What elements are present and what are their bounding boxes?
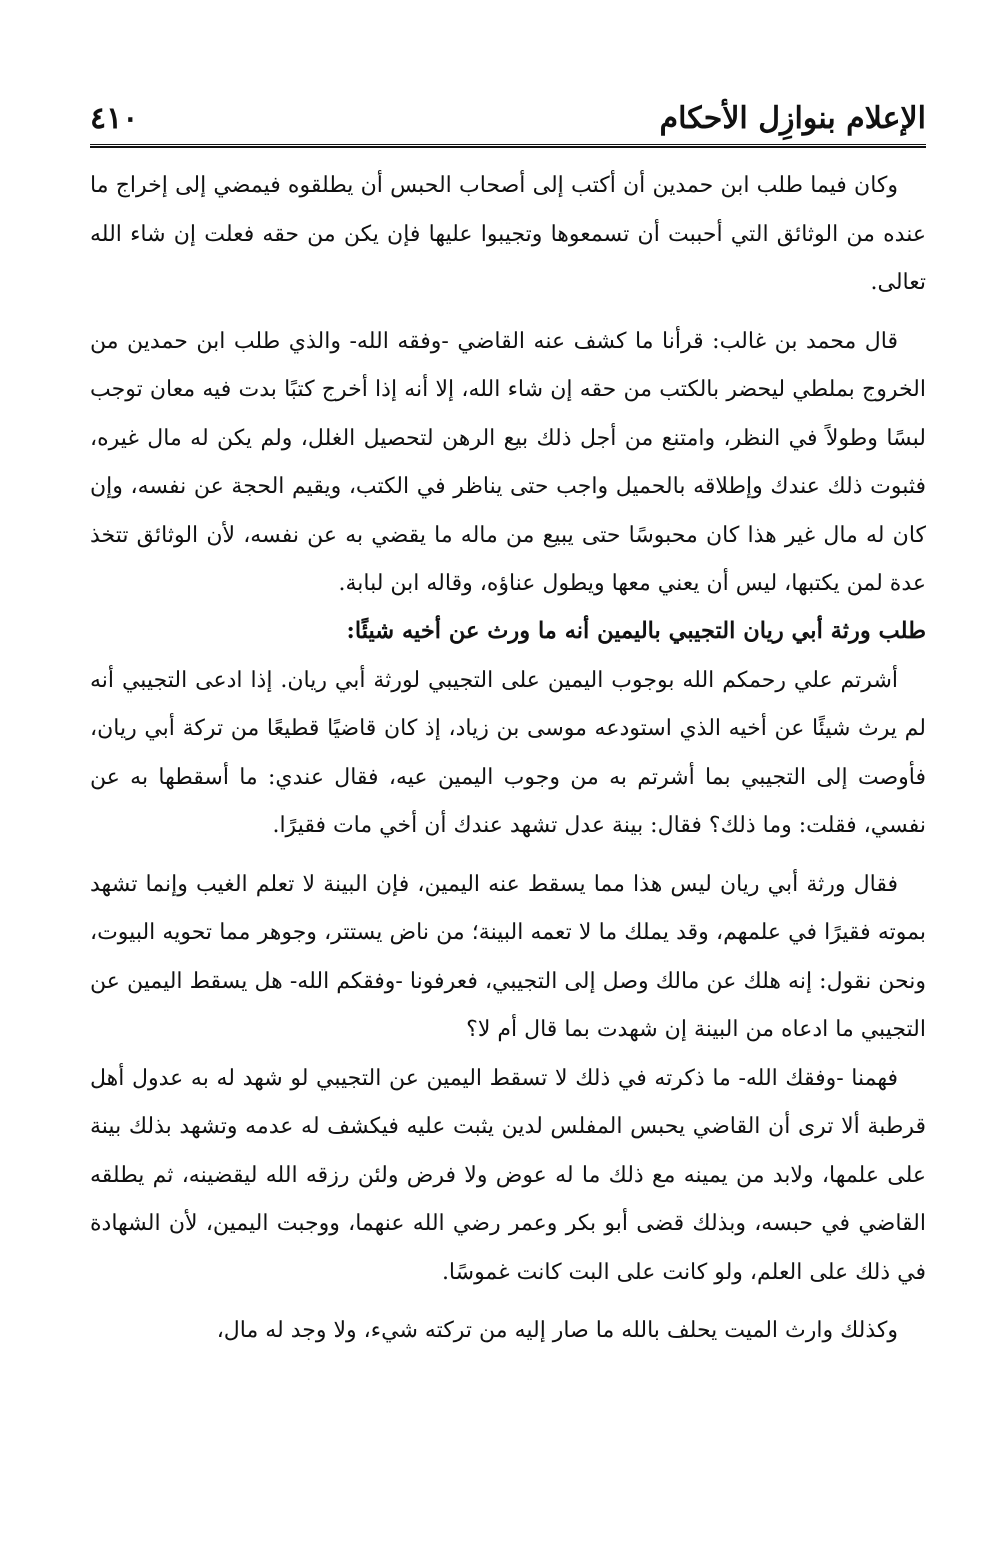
paragraph-5: فهمنا -وفقك الله- ما ذكرته في ذلك لا تسقط اليمين عن التجيبي لو شهد له به عدول أهل قرطبة ألا ترى أن القاضي يحبس المفلس لدين يثبت عليه فيكشف له عدمه وتشهد بذلك بينة على علمها، ولابد من يمينه مع ذلك ما له عوض ولا فرض ولئن رزقه الله ليقضينه، ثم يطلقه القاضي في حبسه، وبذلك قضى أبو بكر وعمر رضي الله عنهما، ووجبت اليمين، لأن الشهادة في ذلك على العلم، ولو كانت على البت كانت غموسًا.: [90, 1065, 927, 1285]
page-body: [90, 162, 926, 1356]
section-heading: طلب ورثة أبي ريان التجيبي باليمين أنه ما ورث عن أخيه شيئًا:: [346, 617, 926, 644]
paragraph-3: أشرتم علي رحمكم الله بوجوب اليمين على التجيبي لورثة أبي ريان. إذا ادعى التجيبي أنه لم يرث شيئًا عن أخيه الذي استودعه موسى بن زياد، إذ كان قاضيًا قطيعًا من تركة أبي ريان، فأوصت إلى التجيبي بما أشرتم به من وجوب اليمين عيه، فقال عندي: ما أسقطها به عن نفسي، فقلت: وما ذلك؟ فقال: بينة عدل تشهد عندك أن أخي مات فقيرًا.: [90, 667, 926, 838]
running-header: [90, 78, 926, 134]
header-divider: [90, 144, 926, 148]
paragraph-4: فقال ورثة أبي ريان ليس هذا مما يسقط عنه اليمين، فإن البينة لا تعلم الغيب وإنما تشهد بموته فقيرًا في علمهم، وقد يملك ما لا تعمه البينة؛ من ناض يستتر، وجوهر مما تحويه البيوت، ونحن نقول: إنه هلك عن مالك وصل إلى التجيبي، فعرفونا -وفقكم الله- هل يسقط اليمين عن التجيبي ما ادعاه من البينة إن شهدت بما قال أم لا؟: [90, 871, 926, 1042]
page-number: ٤١٠: [90, 101, 139, 136]
book-page: [90, 78, 926, 1356]
book-title: الإعلام بنوازِل الأحكام: [659, 101, 926, 136]
paragraph-1: وكان فيما طلب ابن حمدين أن أكتب إلى أصحاب الحبس أن يطلقوه فيمضي إلى إخراج ما عنده من الوثائق التي أحببت أن تسمعوها وتجيبوا عليها فإن يكن من حقه فعلت إن شاء الله تعالى.: [90, 173, 926, 295]
paragraph-6: وكذلك وارث الميت يحلف بالله ما صار إليه من تركته شيء، ولا وجد له مال،: [216, 1318, 898, 1343]
paragraph-2: قال محمد بن غالب: قرأنا ما كشف عنه القاضي -وفقه الله- والذي طلب ابن حمدين من الخروج بملطي ليحضر بالكتب من حقه إن شاء الله، إلا أنه إذا أخرج كتبًا بدت فيه معان توجب لبسًا وطولاً في النظر، وامتنع من أجل ذلك بيع الرهن لتحصيل الغلل، ولم يكن له مال غيره، فثبوت ذلك عندك وإطلاقه بالحميل واجب حتى يناظر في الكتب، ويقيم الحجة عن نفسه، وإن كان له مال غير هذا كان محبوسًا حتى يبيع من ماله ما يقضي به عن نفسه، لأن الوثائق تتخذ عدة لمن يكتبها، ليس أن يعني معها ويطول عناؤه، وقاله ابن لبابة.: [90, 328, 926, 596]
